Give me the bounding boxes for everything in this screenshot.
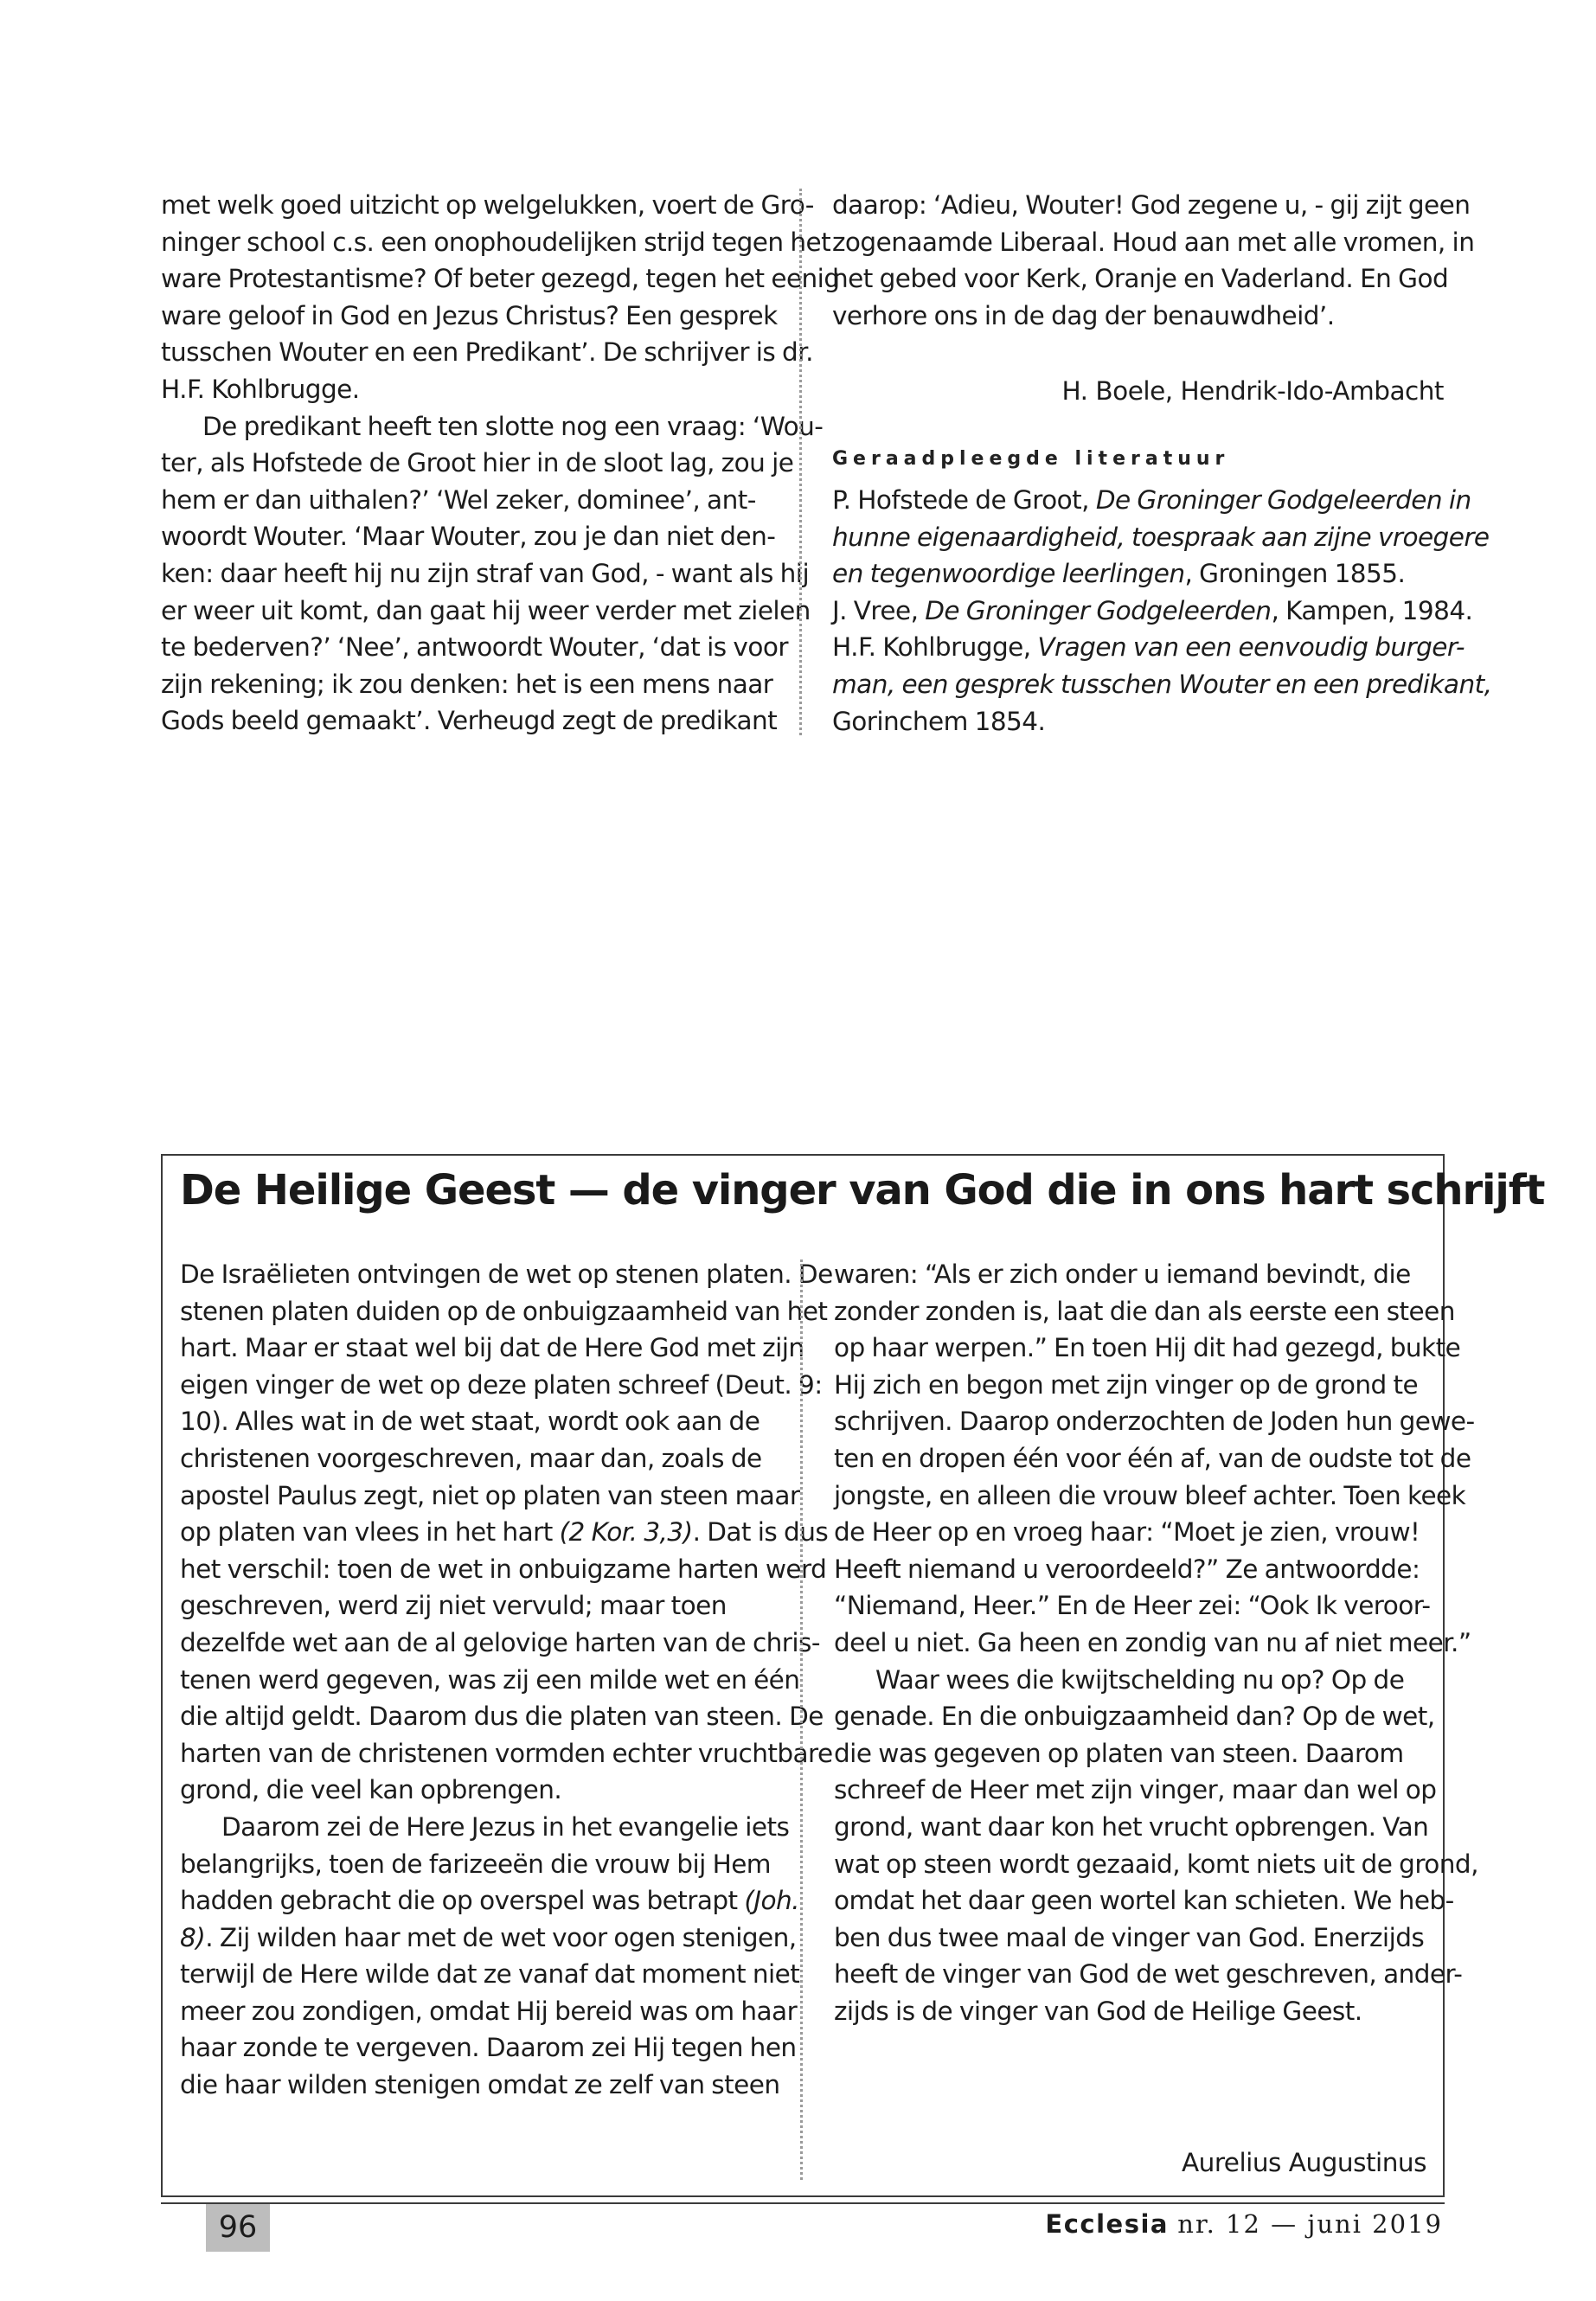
text-line: genade. En die onbuigzaamheid dan? Op de wet, — [834, 1702, 1435, 1732]
text-line: De predikant heeft ten slotte nog een vraag: ‘Wou- — [202, 411, 824, 441]
text-line: zijds is de vinger van God de Heilige Geest. — [834, 1996, 1362, 2026]
signature-augustinus: Aurelius Augustinus — [1181, 2148, 1426, 2177]
text-line: het gebed voor Kerk, Oranje en Vaderland. En God — [832, 264, 1449, 294]
issue-info: nr. 12 — juni 2019 — [1177, 2209, 1443, 2239]
text-line: ter, als Hofstede de Groot hier in de sloot lag, zou je — [161, 448, 794, 478]
text-line: ware geloof in God en Jezus Christus? Een gesprek — [161, 300, 778, 330]
text-line: de Heer op en vroeg haar: “Moet je zien, vrouw! — [834, 1517, 1420, 1548]
box-right-column — [834, 1256, 1478, 2029]
text-line: ben dus twee maal de vinger van God. Enerzijds — [834, 1922, 1425, 1952]
text-line: dezelfde wet aan de al gelovige harten van de chris- — [180, 1627, 820, 1657]
top-left-column — [161, 187, 840, 740]
text-line: apostel Paulus zegt, niet op platen van steen maar — [180, 1480, 800, 1510]
text-line: het verschil: toen de wet in onbuigzame harten werd — [180, 1554, 827, 1584]
text-line: tusschen Wouter en een Predikant’. De schrijver is dr. — [161, 337, 813, 368]
text-line: grond, want daar kon het vrucht opbrengen. Van — [834, 1811, 1429, 1842]
text-line: hem er dan uithalen?’ ‘Wel zeker, dominee’, ant- — [161, 484, 756, 515]
text-line: omdat het daar geen wortel kan schieten. We heb- — [834, 1886, 1454, 1916]
text-line: hart. Maar er staat wel bij dat de Here God met zijn — [180, 1333, 804, 1363]
text-line: Gods beeld gemaakt’. Verheugd zegt de predikant — [161, 706, 778, 736]
ref3-rest: Gorinchem 1854. — [832, 706, 1046, 736]
scripture-ref: (Joh. — [744, 1886, 799, 1916]
text-line: christenen voorgeschreven, maar dan, zoals de — [180, 1443, 762, 1473]
page-number: 96 — [206, 2204, 270, 2252]
ref2-author: J. Vree, — [832, 595, 926, 625]
magazine-name: Ecclesia — [1045, 2209, 1169, 2239]
footer-rule — [161, 2202, 1445, 2204]
ref1-author: P. Hofstede de Groot, — [832, 485, 1096, 515]
ref1-title: De Groninger Godgeleerden in — [1095, 485, 1471, 515]
top-right-column — [832, 187, 1474, 334]
text-span: op platen van vlees in het hart — [180, 1517, 560, 1548]
text-line: deel u niet. Ga heen en zondig van nu af niet meer.” — [834, 1627, 1471, 1657]
text-line: daarop: ‘Adieu, Wouter! God zegene u, - gij zijt geen — [832, 190, 1471, 220]
text-line: H.F. Kohlbrugge. — [161, 374, 360, 404]
text-span: . Dat is dus — [692, 1517, 829, 1548]
box-column-divider — [800, 1259, 803, 2180]
ref1-rest: , Groningen 1855. — [1184, 559, 1406, 589]
text-line: die was gegeven op platen van steen. Daarom — [834, 1738, 1404, 1768]
text-line: 10). Alles wat in de wet staat, wordt ook aan de — [180, 1407, 760, 1437]
text-line: stenen platen duiden op de onbuigzaamheid van het — [180, 1296, 828, 1326]
text-line: ten en dropen één voor één af, van de oudste tot de — [834, 1443, 1471, 1473]
text-line: die haar wilden stenigen omdat ze zelf van steen — [180, 2070, 780, 2100]
text-span: hadden gebracht die op overspel was betrapt — [180, 1886, 745, 1916]
footer-masthead — [1045, 2209, 1443, 2239]
text-line: De Israëlieten ontvingen de wet op stenen platen. De — [180, 1259, 833, 1289]
ref1-title-cont: hunne eigenaardigheid, toespraak aan zijne vroegere — [832, 522, 1490, 552]
text-line: ware Protestantisme? Of beter gezegd, tegen het eenig — [161, 264, 840, 294]
text-line: woordt Wouter. ‘Maar Wouter, zou je dan niet den- — [161, 522, 776, 552]
ref3-author: H.F. Kohlbrugge, — [832, 632, 1038, 663]
text-line: schreef de Heer met zijn vinger, maar dan wel op — [834, 1775, 1437, 1805]
text-line: geschreven, werd zij niet vervuld; maar toen — [180, 1591, 727, 1621]
text-line: Waar wees die kwijtschelding nu op? Op de — [875, 1664, 1405, 1695]
literature-list — [832, 482, 1491, 740]
text-line: wat op steen wordt gezaaid, komt niets uit de grond, — [834, 1849, 1478, 1879]
text-line: heeft de vinger van God de wet geschreven, ander- — [834, 1959, 1463, 1990]
text-line: Heeft niemand u veroordeeld?” Ze antwoordde: — [834, 1554, 1420, 1584]
top-column-divider — [799, 189, 802, 735]
text-line: zijn rekening; ik zou denken: het is een mens naar — [161, 669, 773, 699]
text-line: jongste, en alleen die vrouw bleef achter. Toen keek — [834, 1480, 1466, 1510]
ref2-title: De Groninger Godgeleerden — [925, 595, 1272, 625]
ref3-title: Vragen van een eenvoudig burger- — [1037, 632, 1465, 663]
text-line: grond, die veel kan opbrengen. — [180, 1775, 562, 1805]
text-line: terwijl de Here wilde dat ze vanaf dat moment niet — [180, 1959, 800, 1990]
text-line: Hij zich en begon met zijn vinger op de grond te — [834, 1369, 1419, 1400]
text-line: die altijd geldt. Daarom dus die platen van steen. De — [180, 1702, 824, 1732]
text-line: meer zou zondigen, omdat Hij bereid was om haar — [180, 1996, 798, 2026]
scripture-ref: (2 Kor. 3,3) — [559, 1517, 693, 1548]
text-line: schrijven. Daarop onderzochten de Joden hun gewe- — [834, 1407, 1475, 1437]
text-line: haar zonde te vergeven. Daarom zei Hij tegen hen — [180, 2033, 797, 2063]
text-line: harten van de christenen vormden echter vruchtbare — [180, 1738, 833, 1768]
box-left-column — [180, 1256, 833, 2104]
text-line: Daarom zei de Here Jezus in het evangelie iets — [221, 1811, 790, 1842]
text-line: “Niemand, Heer.” En de Heer zei: “Ook Ik veroor- — [834, 1591, 1431, 1621]
text-line: ninger school c.s. een onophoudelijken strijd tegen het — [161, 227, 831, 257]
scripture-ref: 8) — [180, 1922, 206, 1952]
text-line: zonder zonden is, laat die dan als eerste een steen — [834, 1296, 1455, 1326]
text-line: tenen werd gegeven, was zij een milde wet en één — [180, 1664, 800, 1695]
text-line: zogenaamde Liberaal. Houd aan met alle vromen, in — [832, 227, 1475, 257]
literature-heading: Geraadpleegde literatuur — [832, 448, 1230, 470]
text-line: op haar werpen.” En toen Hij dit had gezegd, bukte — [834, 1333, 1461, 1363]
ref1-title-end: en tegenwoordige leerlingen — [832, 559, 1185, 589]
article-title: De Heilige Geest — de vinger van God die in ons hart schrijft — [180, 1166, 1545, 1215]
ref2-rest: , Kampen, 1984. — [1271, 595, 1473, 625]
text-line: ken: daar heeft hij nu zijn straf van God, - want als hij — [161, 558, 810, 588]
text-line: te bederven?’ ‘Nee’, antwoordt Wouter, ‘dat is voor — [161, 632, 788, 663]
text-line: er weer uit komt, dan gaat hij weer verder met zielen — [161, 595, 811, 625]
signature-boele: H. Boele, Hendrik-Ido-Ambacht — [1061, 376, 1444, 406]
text-line: waren: “Als er zich onder u iemand bevindt, die — [834, 1259, 1411, 1289]
text-line: verhore ons in de dag der benauwdheid’. — [832, 300, 1335, 330]
ref3-title-cont: man, een gesprek tusschen Wouter en een predikant, — [832, 669, 1492, 699]
text-line: eigen vinger de wet op deze platen schreef (Deut. 9: — [180, 1369, 823, 1400]
text-line: belangrijks, toen de farizeeën die vrouw bij Hem — [180, 1849, 771, 1879]
text-span: . Zij wilden haar met de wet voor ogen stenigen, — [205, 1922, 797, 1952]
text-line: met welk goed uitzicht op welgelukken, voert de Gro- — [161, 190, 814, 220]
